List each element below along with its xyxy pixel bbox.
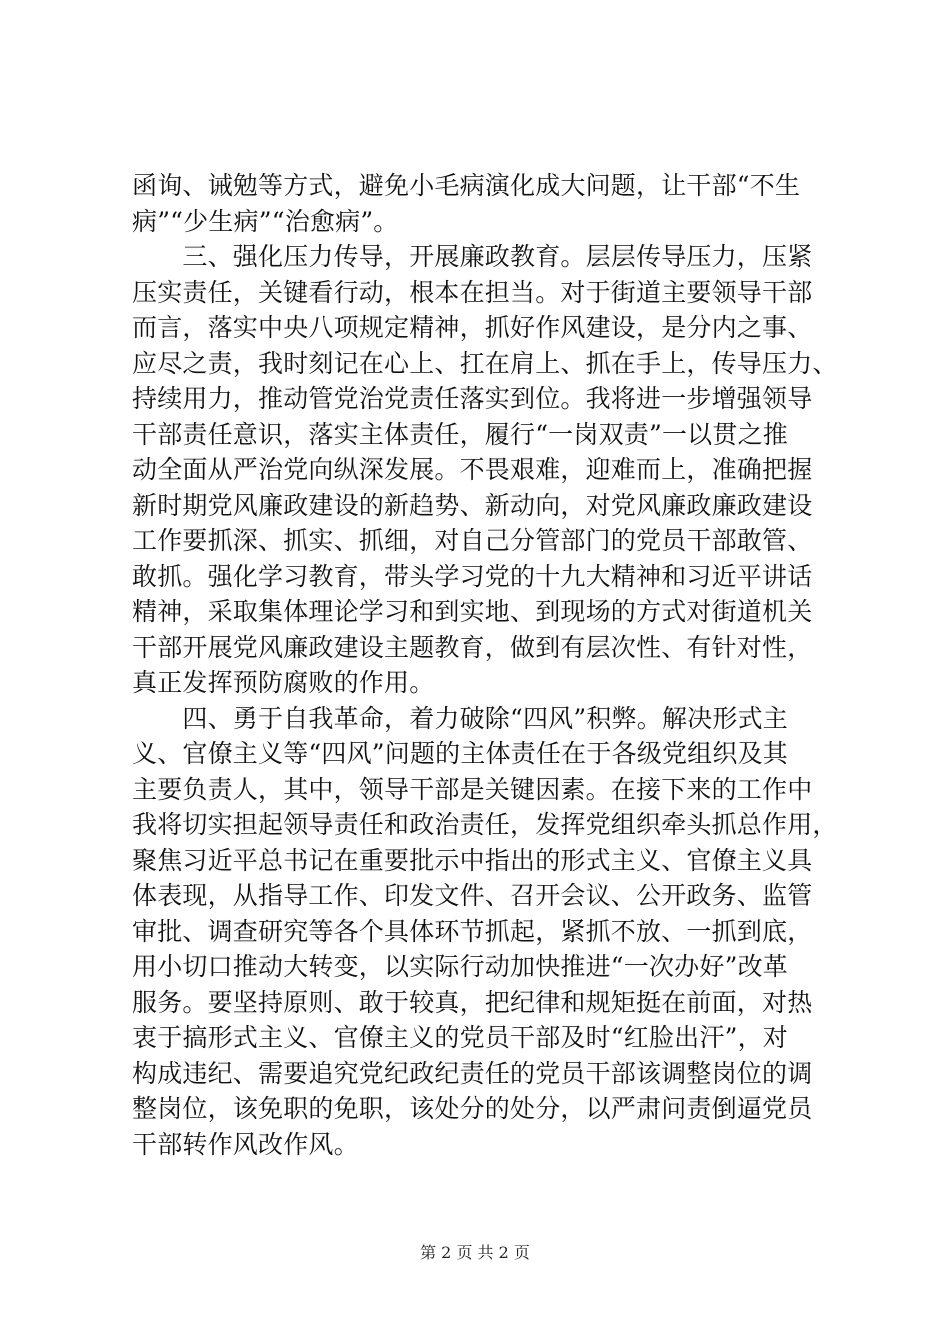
text-line: 敢抓。强化学习教育，带头学习党的十九大精神和习近平讲话 (132, 561, 813, 591)
text-line: 聚焦习近平总书记在重要批示中指出的形式主义、官僚主义具 (132, 845, 813, 875)
text-line: 用小切口推动大转变，以实际行动加快推进“一次办好”改革 (132, 952, 788, 981)
text-line: 持续用力，推动管党治党责任落实到位。我将进一步增强领导 (132, 384, 813, 413)
page-footer (0, 1243, 950, 1263)
text-line: 精神，采取集体理论学习和到实地、到现场的方式对街道机关 (132, 597, 813, 626)
text-line: 构成违纪、需要追究党纪政纪责任的党员干部该调整岗位的调 (132, 1058, 813, 1088)
text-line: 病”“少生病”“治愈病”。 (132, 206, 399, 236)
text-line: 而言，落实中央八项规定精神，抓好作风建设，是分内之事、 (132, 313, 813, 342)
text-line: 应尽之责，我时刻记在心上、扛在肩上、抓在手上，传导压力、 (132, 348, 838, 378)
text-line: 整岗位，该免职的免职，该处分的处分，以严肃问责倒逼党员 (132, 1094, 813, 1123)
document-body (132, 168, 838, 1162)
text-line: 动全面从严治党向纵深发展。不畏艰难，迎难而上，准确把握 (132, 455, 813, 484)
text-line: 审批、调查研究等各个具体环节抓起，紧抓不放、一抓到底， (132, 916, 813, 946)
text-line: 干部责任意识，落实主体责任，履行“一岗双责”一以贯之推 (132, 419, 788, 449)
text-line: 干部开展党风廉政建设主题教育，做到有层次性、有针对性， (132, 632, 813, 662)
text-line: 函询、诫勉等方式，避免小毛病演化成大问题，让干部“不生 (132, 171, 801, 200)
text-line: 三、强化压力传导，开展廉政教育。层层传导压力，压紧 (132, 242, 813, 271)
text-line: 体表现，从指导工作、印发文件、召开会议、公开政务、监管 (132, 881, 813, 910)
text-line: 四、勇于自我革命，着力破除“四风”积弊。解决形式主 (132, 703, 788, 733)
text-line: 真正发挥预防腐败的作用。 (132, 668, 435, 697)
text-line: 义、官僚主义等“四风”问题的主体责任在于各级党组织及其 (132, 739, 788, 768)
text-line: 服务。要坚持原则、敢于较真，把纪律和规矩挺在前面，对热 (132, 987, 813, 1017)
page-number: 第 2 页 共 2 页 (420, 1243, 530, 1262)
text-line: 干部转作风改作风。 (132, 1129, 359, 1159)
text-line: 工作要抓深、抓实、抓细，对自己分管部门的党员干部敢管、 (132, 526, 813, 555)
text-line: 我将切实担起领导责任和政治责任，发挥党组织牵头抓总作用， (132, 810, 838, 839)
text-line: 主要负责人，其中，领导干部是关键因素。在接下来的工作中 (132, 774, 813, 804)
text-line: 压实责任，关键看行动，根本在担当。对于街道主要领导干部 (132, 277, 813, 307)
text-line: 新时期党风廉政建设的新趋势、新动向，对党风廉政廉政建设 (132, 490, 813, 520)
text-line: 衷于搞形式主义、官僚主义的党员干部及时“红脸出汗”，对 (132, 1023, 788, 1052)
